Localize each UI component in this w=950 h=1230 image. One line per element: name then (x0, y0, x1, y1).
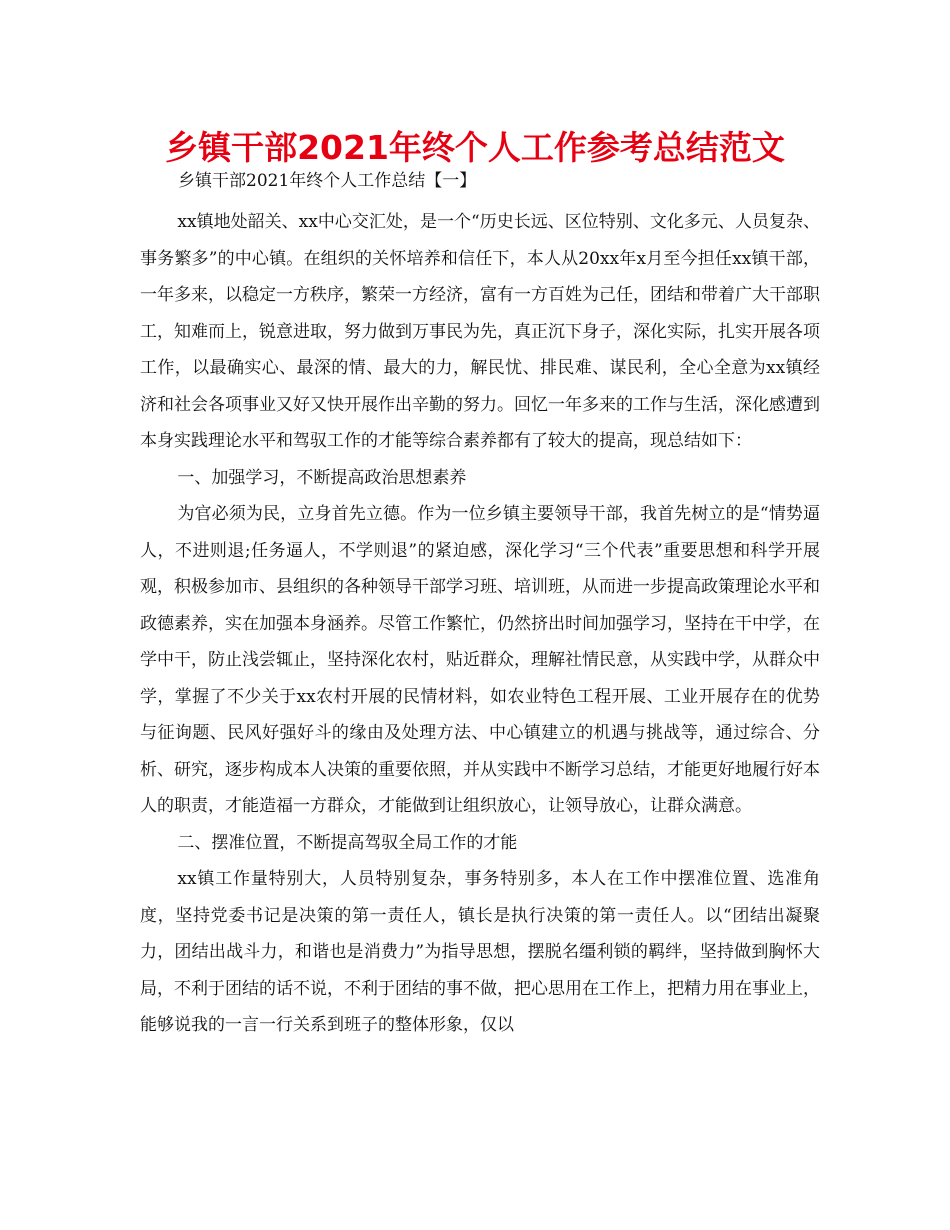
paragraph-section-1: 为官必须为民，立身首先立德。作为一位乡镇主要领导干部，我首先树立的是“情势逼人，不进则退;任务逼人，不学则退”的紧迫感，深化学习“三个代表”重要思想和科学开展观，积极参加市、县组织的各种领导干部学习班、培训班，从而进一步提高政策理论水平和政德素养，实在加强本身涵养。尽管工作繁忙，仍然挤出时间加强学习，坚持在干中学，在学中干，防止浅尝辄止，坚持深化农村，贴近群众，理解社情民意，从实践中学，从群众中学，掌握了不少关于xx农村开展的民情材料，如农业特色工程开展、工业开展存在的优势与征询题、民风好强好斗的缘由及处理方法、中心镇建立的机遇与挑战等，通过综合、分析、研究，逐步构成本人决策的重要依照，并从实践中不断学习总结，才能更好地履行好本人的职责，才能造福一方群众，才能做到让组织放心，让领导放心，让群众满意。 (140, 504, 820, 816)
document-title: 乡镇干部2021年终个人工作参考总结范文 (165, 128, 785, 167)
section-heading-2: 二、摆准位置，不断提高驾驭全局工作的才能 (177, 832, 518, 853)
document-subtitle: 乡镇干部2021年终个人工作总结【一】 (178, 171, 477, 191)
section-heading-1: 一、加强学习，不断提高政治思想素养 (177, 467, 467, 488)
paragraph-section-2: xx镇工作量特别大，人员特别复杂，事务特别多，本人在工作中摆准位置、选准角度，坚持党委书记是决策的第一责任人，镇长是执行决策的第一责任人。以“团结出凝聚力，团结出战斗力，和谐也是消费力”为指导思想，摆脱名缰利锁的羁绊，坚持做到胸怀大局，不利于团结的话不说，不利于团结的事不做，把心思用在工作上，把精力用在事业上，能够说我的一言一行关系到班子的整体形象，仅以 (140, 869, 820, 1035)
document-body (140, 204, 820, 1044)
paragraph-intro: xx镇地处韶关、xx中心交汇处，是一个“历史长远、区位特别、文化多元、人员复杂、事务繁多”的中心镇。在组织的关怀培养和信任下，本人从20xx年x月至今担任xx镇干部，一年多来，以稳定一方秩序，繁荣一方经济，富有一方百姓为己任，团结和带着广大干部职工，知难而上，锐意进取，努力做到万事民为先，真正沉下身子，深化实际，扎实开展各项工作，以最确实心、最深的情、最大的力，解民忧、排民难、谋民利，全心全意为xx镇经济和社会各项事业又好又快开展作出辛勤的努力。回忆一年多来的工作与生活，深化感遭到本身实践理论水平和驾驭工作的才能等综合素养都有了较大的提高，现总结如下： (140, 212, 820, 451)
